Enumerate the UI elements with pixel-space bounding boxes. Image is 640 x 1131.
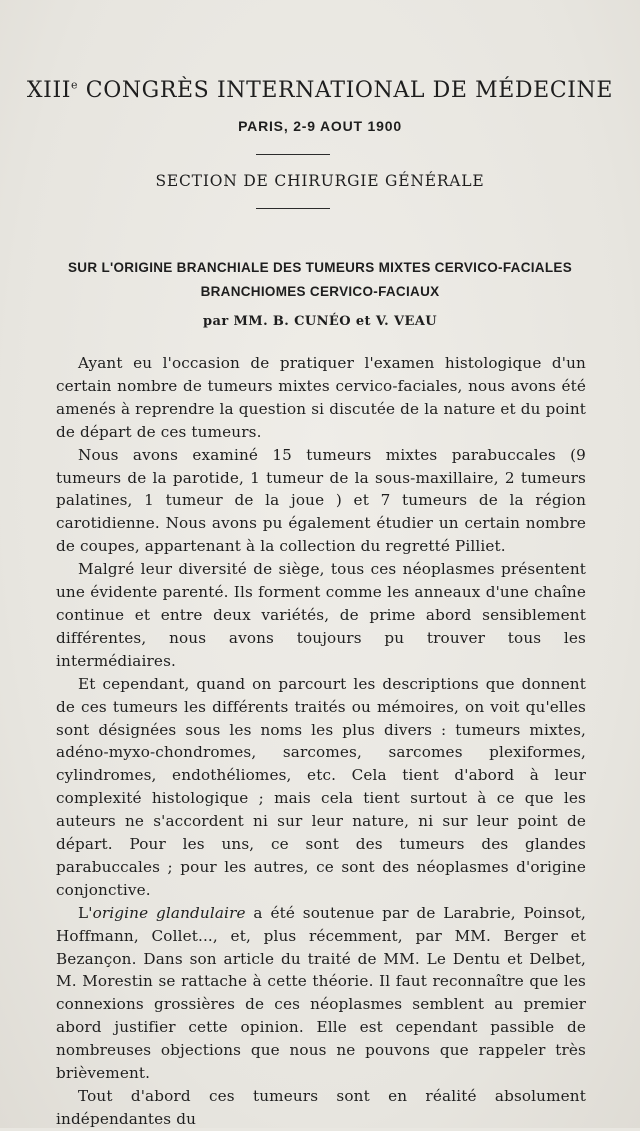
article-subtitle: BRANCHIOMES CERVICO-FACIAUX — [200, 284, 440, 299]
divider-rule — [256, 154, 330, 155]
article-body — [56, 352, 586, 1131]
paragraph-text: a été soutenue par de Larabrie, Poinsot, Hoffmann, Collet..., et, plus récemment, par MM. Berger et Bezançon. Dans son article du traité de MM. Le Dentu et Delbet, M. Morestin se rattache à cette théorie. Il faut reconnaître que les connexions grossières de ces néoplasmes semblent au premier abord justifier cette opinion. Elle est cependant passible de nombreuses objections que nous ne pouvons que rappeler très brièvement. — [56, 903, 586, 1083]
article-authors: par MM. B. CUNÉO et V. VEAU — [203, 314, 437, 329]
article-title: SUR L'ORIGINE BRANCHIALE DES TUMEURS MIXTES CERVICO-FACIALES — [68, 260, 572, 275]
paragraph: Malgré leur diversité de siège, tous ces néoplasmes présentent une évidente parenté. Ils forment comme les anneaux d'une chaîne continue et entre deux variétés, de prime abord sensiblement différentes, nous avons toujours pu trouver tous les intermédiaires. — [56, 560, 586, 670]
paragraph-prefix: L' — [78, 903, 93, 922]
paragraph: Ayant eu l'occasion de pratiquer l'examen histologique d'un certain nombre de tumeurs mixtes cervico-faciales, nous avons été amenés à reprendre la question si discutée de la nature et du point de départ de ces tumeurs. — [56, 354, 586, 441]
paragraph: Tout d'abord ces tumeurs sont en réalité absolument indépendantes du — [56, 1087, 586, 1128]
paragraph: Nous avons examiné 15 tumeurs mixtes parabuccales (9 tumeurs de la parotide, 1 tumeur de la sous-maxillaire, 2 tumeurs palatines, 1 tumeur de la joue ) et 7 tumeurs de la région carotidienne. Nous avons pu également étudier un certain nombre de coupes, appartenant à la collection du regretté Pilliet. — [56, 445, 586, 556]
congress-number-suffix: e — [71, 78, 79, 92]
congress-title: CONGRÈS INTERNATIONAL DE MÉDECINE — [78, 78, 614, 103]
divider-rule — [256, 208, 330, 209]
paragraph: Et cependant, quand on parcourt les descriptions que donnent de ces tumeurs les différents traités ou mémoires, on voit qu'elles sont désignées sous les noms les plus divers : tumeurs mixtes, adéno-myxo-chondromes, sarcomes, sarcomes plexiformes, cylindromes, endothéliomes, etc. Cela tient d'abord à leur complexité histologique ; mais cela tient surtout à ce que les auteurs ne s'accordent ni sur leur nature, ni sur leur point de départ. Pour les uns, ce sont des tumeurs des glandes parabuccales ; pour les autres, ce sont des néoplasmes d'origine conjonctive. — [56, 674, 586, 899]
emphasized-text: origine glandulaire — [92, 903, 246, 922]
congress-number: XIII — [26, 78, 72, 103]
congress-dates: PARIS, 2-9 AOUT 1900 — [238, 118, 402, 134]
section-heading: SECTION DE CHIRURGIE GÉNÉRALE — [155, 172, 485, 190]
congress-heading — [0, 78, 640, 103]
paragraph — [56, 902, 586, 1085]
